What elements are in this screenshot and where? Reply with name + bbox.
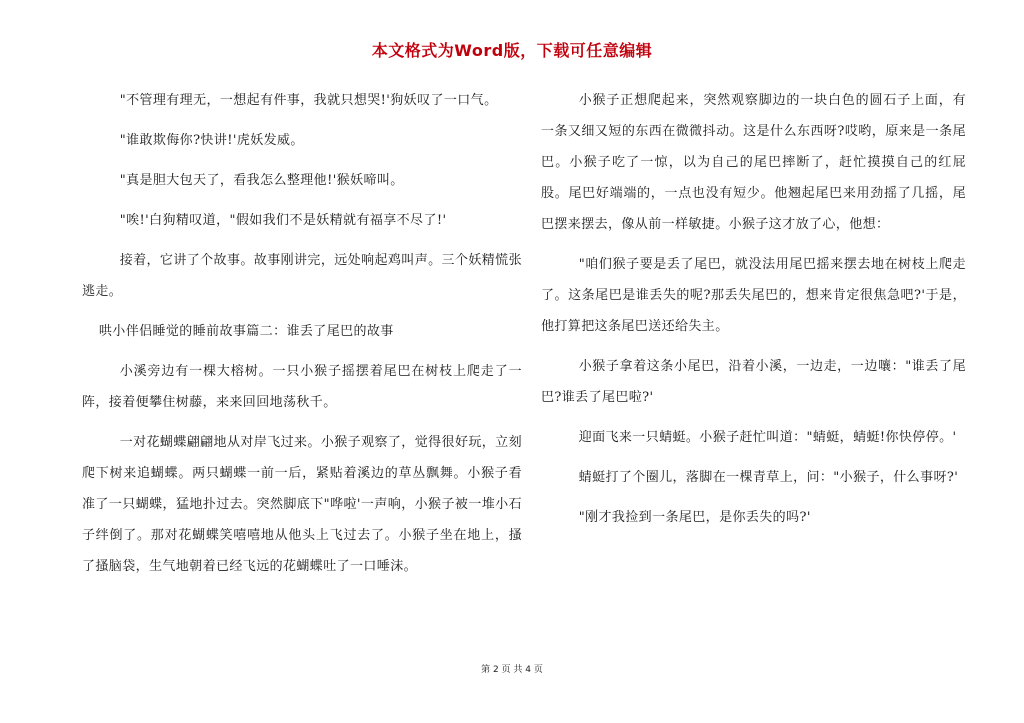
paragraph: 小猴子正想爬起来，突然观察脚边的一块白色的圆石子上面，有一条又细又短的东西在微微抖动。这是什么东西呀?哎哟，原来是一条尾巴。小猴子吃了一惊，以为自己的尾巴摔断了，赶忙摸摸自己的红屁股。尾巴好端端的，一点也没有短少。他翘起尾巴来用劲摇了几摇，尾巴摆来摆去，像从前一样敏捷。小猴子这才放了心，他想：: [541, 93, 966, 232]
paragraph: "真是胆大包天了，看我怎么整理他!'猴妖啼叫。: [119, 173, 404, 188]
paragraph: "咱们猴子要是丢了尾巴，就没法用尾巴摇来摆去地在树枝上爬走了。这条尾巴是谁丢失的呢?那丢失尾巴的，想来肯定很焦急吧?'于是，他打算把这条尾巴送还给失主。: [541, 257, 966, 334]
paragraph: 接着，它讲了个故事。故事刚讲完，远处响起鸡叫声。三个妖精慌张逃走。: [82, 253, 522, 299]
paragraph: "谁敢欺侮你?快讲!'虎妖发威。: [119, 133, 304, 148]
page-number-footer: 第 2 页 共 4 页: [481, 665, 543, 675]
paragraph: 小溪旁边有一棵大榕树。一只小猴子摇摆着尾巴在树枝上爬走了一阵，接着便攀住树藤，来来回回地荡秋千。: [82, 364, 522, 410]
right-text-column: [541, 85, 966, 542]
paragraph: 蜻蜓打了个圈儿，落脚在一棵青草上，问："小猴子，什么事呀?': [578, 470, 959, 485]
paragraph: "唉!'白狗精叹道，"假如我们不是妖精就有福享不尽了!': [119, 213, 447, 228]
paragraph: 小猴子拿着这条小尾巴，沿着小溪，一边走，一边嚷："谁丢了尾巴?谁丢了尾巴啦?': [541, 359, 966, 405]
left-text-column: [82, 85, 522, 591]
paragraph: "刚才我捡到一条尾巴，是你丢失的吗?': [578, 510, 811, 525]
story-section-heading: 哄小伴侣睡觉的睡前故事篇二：谁丢了尾巴的故事: [98, 324, 394, 339]
paragraph: 一对花蝴蝶翩翩地从对岸飞过来。小猴子观察了，觉得很好玩，立刻爬下树来追蝴蝶。两只蝴蝶一前一后，紧贴着溪边的草丛飘舞。小猴子看准了一只蝴蝶，猛地扑过去。突然脚底下"哗啦'一声响，小猴子被一堆小石子绊倒了。那对花蝴蝶笑嘻嘻地从他头上飞过去了。小猴子坐在地上，搔了搔脑袋，生气地朝着已经飞远的花蝴蝶吐了一口唾沫。: [82, 435, 522, 574]
paragraph: "不管理有理无，一想起有件事，我就只想哭!'狗妖叹了一口气。: [119, 93, 498, 108]
paragraph: 迎面飞来一只蜻蜓。小猴子赶忙叫道："蜻蜓，蜻蜓!你快停停。': [578, 430, 957, 445]
document-header-title: 本文格式为Word版，下载可任意编辑: [371, 41, 653, 60]
